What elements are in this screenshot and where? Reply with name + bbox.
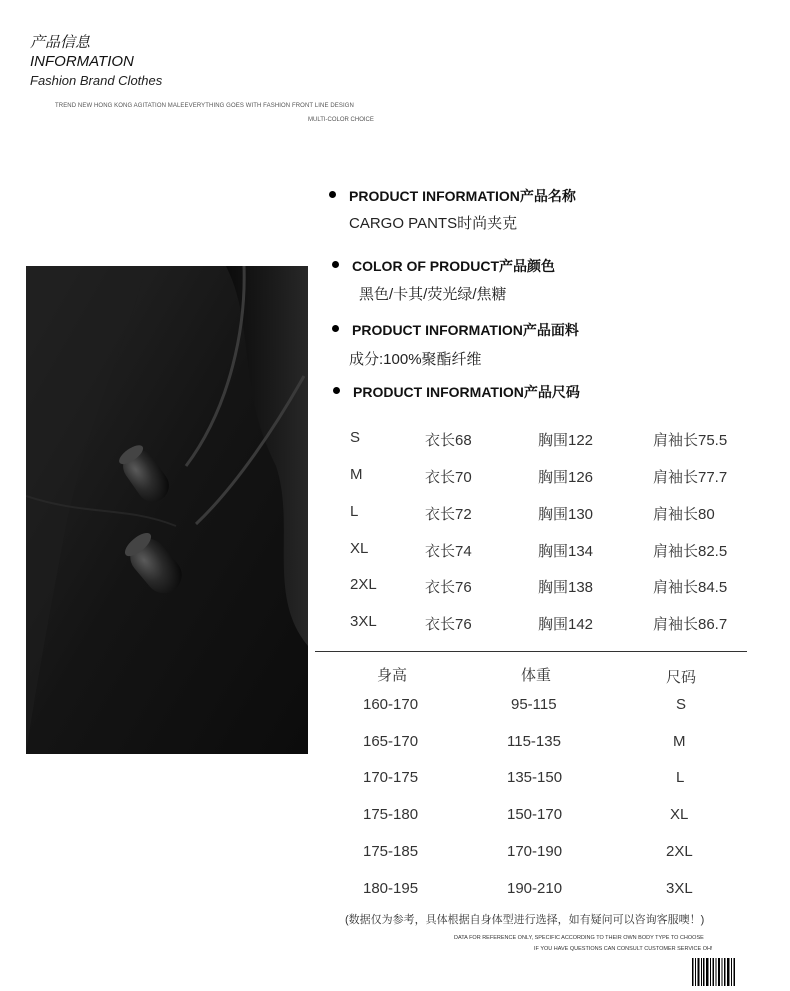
header-title-en: INFORMATION [30,53,134,70]
height-range: 160-170 [363,696,419,713]
height-range: 165-170 [363,733,419,750]
length-value: 衣长74 [425,543,472,560]
weight-range: 170-190 [507,843,563,860]
size-label: XL [350,540,369,557]
fit-size: M [673,733,686,750]
size-label: L [350,503,359,520]
height-range: 180-195 [363,880,419,897]
chest-value: 胸围134 [538,543,594,560]
product-size-title: PRODUCT INFORMATION产品尺码 [353,384,580,400]
product-color-value: 黑色/卡其/荧光绿/焦糖 [359,286,507,303]
bullet-dot [329,191,336,198]
weight-range: 115-135 [507,733,561,750]
header-subtitle: Fashion Brand Clothes [30,73,163,88]
product-color-title: COLOR OF PRODUCT产品颜色 [352,258,555,274]
header-height: 身高 [377,667,408,684]
sleeve-value: 肩袖长86.7 [653,616,728,633]
fit-size: XL [670,806,689,823]
sleeve-value: 肩袖长84.5 [653,579,728,596]
size-label: 3XL [350,613,377,630]
product-name-title: PRODUCT INFORMATION产品名称 [349,188,576,204]
sleeve-value: 肩袖长82.5 [653,543,728,560]
bullet-dot [332,325,339,332]
header-title-cn: 产品信息 [30,34,91,51]
weight-range: 190-210 [507,880,563,897]
header-size: 尺码 [666,669,697,686]
chest-value: 胸围130 [538,506,594,523]
height-range: 175-180 [363,806,419,823]
product-name-value: CARGO PANTS时尚夹克 [349,215,518,232]
size-label: M [350,466,363,483]
weight-range: 95-115 [511,696,557,713]
length-value: 衣长70 [425,469,472,486]
length-value: 衣长72 [425,506,472,523]
chest-value: 胸围142 [538,616,594,633]
barcode-graphic [692,958,736,986]
length-value: 衣长76 [425,579,472,596]
product-detail-photo [26,266,308,754]
sleeve-value: 肩袖长80 [653,506,715,523]
header-weight: 体重 [521,667,552,684]
fit-size: L [676,769,685,786]
disclaimer-line-1: DATA FOR REFERENCE ONLY, SPECIFIC ACCORDING TO THEIR OWN BODY TYPE TO CHOOSE [454,935,704,941]
chest-value: 胸围126 [538,469,594,486]
sleeve-value: 肩袖长77.7 [653,469,728,486]
disclaimer-line-2: IF YOU HAVE QUESTIONS CAN CONSULT CUSTOMER SERVICE OH! [534,946,713,952]
bullet-dot [333,387,340,394]
product-fabric-value: 成分:100%聚酯纤维 [349,351,482,368]
length-value: 衣长76 [425,616,472,633]
chest-value: 胸围122 [538,432,594,449]
divider [315,651,747,652]
chest-value: 胸围138 [538,579,594,596]
size-label: 2XL [350,576,377,593]
size-label: S [350,429,361,446]
product-fabric-title: PRODUCT INFORMATION产品面料 [352,322,579,338]
length-value: 衣长68 [425,432,472,449]
bullet-dot [332,261,339,268]
weight-range: 150-170 [507,806,563,823]
weight-range: 135-150 [507,769,563,786]
reference-note: (数据仅为参考，具体根据自身体型进行选择，如有疑问可以咨询客服噢！) [345,914,705,926]
fit-size: 2XL [666,843,693,860]
header-tagline: TREND NEW HONG KONG AGITATION MALEEVERYTHING GOES WITH FASHION FRONT LINE DESIGN [55,103,354,109]
height-range: 175-185 [363,843,419,860]
fit-size: 3XL [666,880,693,897]
fit-size: S [676,696,687,713]
height-range: 170-175 [363,769,419,786]
header-tagline-2: MULTI-COLOR CHOICE [308,117,374,123]
sleeve-value: 肩袖长75.5 [653,432,728,449]
